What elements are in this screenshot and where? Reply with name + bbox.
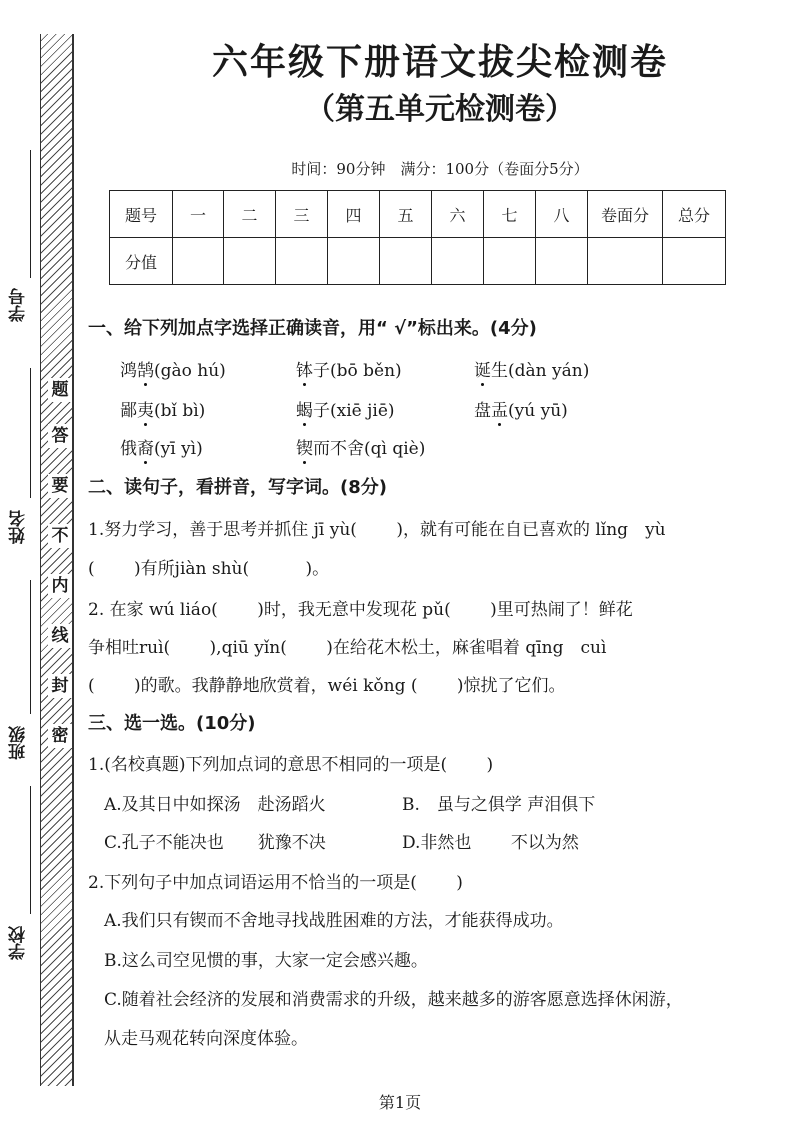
score-cell: 卷面分	[588, 191, 663, 238]
question-text: 2. 在家 wú liáo( )时，我无意中发现花 pǔ( )里可热闹了！鲜花	[88, 600, 633, 620]
score-input-cell[interactable]	[224, 238, 276, 285]
score-cell: 分值	[110, 238, 173, 285]
option-c-continued: 从走马观花转向深度体验。	[104, 1029, 308, 1049]
class-label: 班级	[9, 726, 29, 760]
name-field[interactable]	[30, 368, 31, 498]
binding-char: 密	[48, 724, 72, 748]
score-cell: 三	[276, 191, 328, 238]
score-input-cell[interactable]	[276, 238, 328, 285]
student-id-label: 学号	[9, 288, 29, 322]
score-input-cell[interactable]	[173, 238, 224, 285]
student-id-field[interactable]	[30, 150, 31, 278]
option-b: B.这么司空见惯的事，大家一定会感兴趣。	[104, 951, 428, 971]
class-field[interactable]	[30, 580, 31, 714]
exam-meta: 时间：90分钟 满分：100分（卷面分5分）	[291, 160, 589, 178]
score-table-header-row	[110, 191, 726, 238]
score-input-cell[interactable]	[663, 238, 726, 285]
school-field[interactable]	[30, 786, 31, 914]
score-table-value-row	[110, 238, 726, 285]
binding-char: 封	[48, 674, 72, 698]
pinyin-item: 蝎子(xiē jiē)	[296, 401, 395, 421]
option-c: C.孔子不能决也 犹豫不决	[104, 833, 326, 853]
question-text: 1.(名校真题)下列加点词的意思不相同的一项是( )	[88, 755, 494, 775]
question-text: 2.下列句子中加点词语运用不恰当的一项是( )	[88, 873, 463, 893]
section-2-heading: 二、读句子，看拼音，写字词。(8分)	[88, 477, 387, 498]
pinyin-item: 鄙夷(bǐ bì)	[120, 401, 206, 421]
question-text: 争相吐ruì( ),qiū yǐn( )在给花木松土，麻雀唱着 qīng cuì	[88, 638, 607, 658]
binding-border-right	[72, 34, 74, 1086]
binding-border-left	[40, 34, 41, 1086]
score-cell: 四	[328, 191, 380, 238]
option-c: C.随着社会经济的发展和消费需求的升级，越来越多的游客愿意选择休闲游，	[104, 990, 683, 1010]
score-cell: 一	[173, 191, 224, 238]
question-text: ( )有所jiàn shù( )。	[88, 559, 330, 579]
pinyin-item: 锲而不舍(qì qiè)	[296, 439, 426, 459]
option-d: D.非然也 不以为然	[402, 833, 579, 853]
score-cell: 二	[224, 191, 276, 238]
binding-char: 要	[48, 474, 72, 498]
score-input-cell[interactable]	[536, 238, 588, 285]
binding-char: 线	[48, 624, 72, 648]
pinyin-item: 鸿鹄(gào hú)	[120, 361, 226, 381]
score-input-cell[interactable]	[432, 238, 484, 285]
option-b: B. 虽与之俱学 声泪俱下	[402, 795, 596, 815]
pinyin-item: 盘盂(yú yū)	[474, 401, 568, 421]
name-label: 姓名	[9, 510, 29, 544]
pinyin-item: 钵子(bō běn)	[296, 361, 402, 381]
score-input-cell[interactable]	[380, 238, 432, 285]
binding-char: 不	[48, 524, 72, 548]
section-1-heading: 一、给下列加点字选择正确读音，用“ √”标出来。(4分)	[88, 318, 537, 339]
score-table	[109, 190, 726, 285]
score-input-cell[interactable]	[484, 238, 536, 285]
binding-char: 答	[48, 424, 72, 448]
option-a: A.我们只有锲而不舍地寻找战胜困难的方法，才能获得成功。	[104, 911, 564, 931]
binding-char: 内	[48, 574, 72, 598]
option-a: A.及其日中如探汤 赴汤蹈火	[104, 795, 326, 815]
page-title: 六年级下册语文拔尖检测卷	[211, 42, 668, 83]
score-input-cell[interactable]	[328, 238, 380, 285]
pinyin-item: 诞生(dàn yán)	[474, 361, 590, 381]
score-cell: 总分	[663, 191, 726, 238]
question-text: ( )的歌。我静静地欣赏着，wéi kǒng ( )惊扰了它们。	[88, 676, 566, 696]
score-cell: 五	[380, 191, 432, 238]
pinyin-item: 俄裔(yī yì)	[120, 439, 203, 459]
score-cell: 八	[536, 191, 588, 238]
section-3-heading: 三、选一选。(10分)	[88, 713, 256, 734]
score-cell: 题号	[110, 191, 173, 238]
school-label: 学校	[9, 926, 29, 960]
score-cell: 七	[484, 191, 536, 238]
page-subtitle: （第五单元检测卷）	[305, 92, 575, 127]
question-text: 1.努力学习，善于思考并抓住 jī yù( )，就有可能在自已喜欢的 lǐng yù	[88, 520, 666, 540]
score-input-cell[interactable]	[588, 238, 663, 285]
binding-hatch	[40, 34, 73, 1086]
binding-char: 题	[48, 378, 72, 402]
score-cell: 六	[432, 191, 484, 238]
page-number: 第1页	[378, 1093, 422, 1112]
